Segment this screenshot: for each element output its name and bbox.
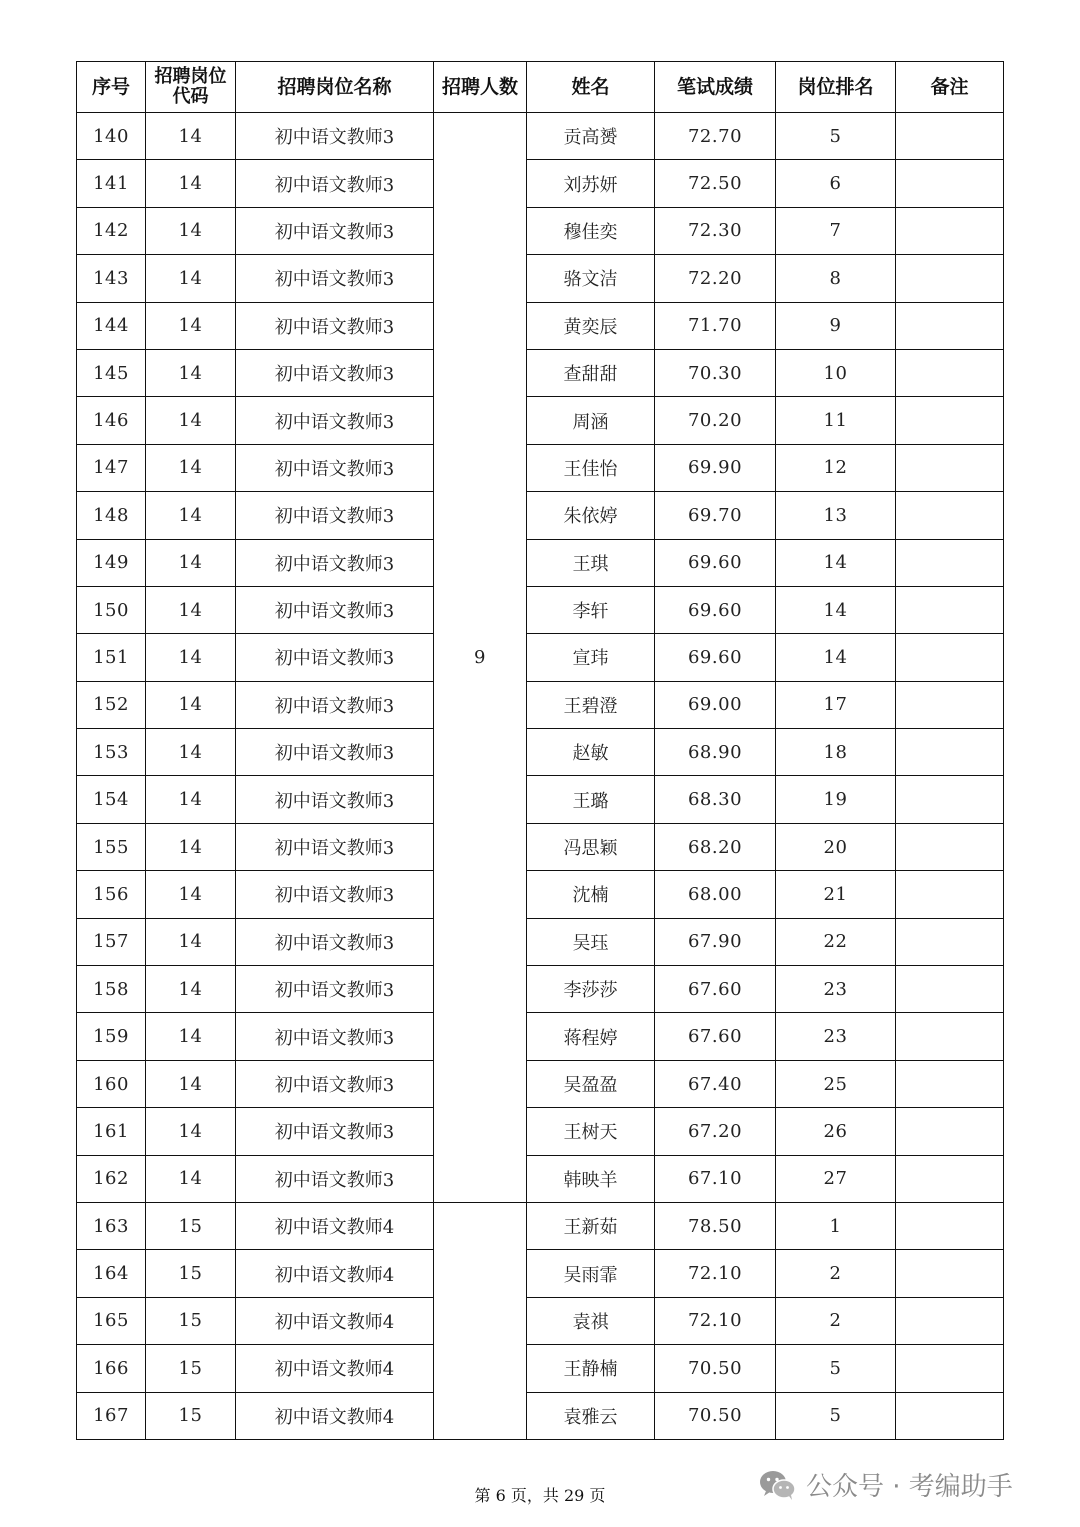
table-row <box>77 1060 1004 1107</box>
cell-name: 袁雅云 <box>527 1392 655 1439</box>
cell-rank: 14 <box>776 634 896 681</box>
cell-position-code: 14 <box>146 444 236 491</box>
watermark-text: 公众号 · 考编助手 <box>806 1472 1013 1502</box>
cell-rank: 23 <box>776 1013 896 1060</box>
cell-score: 67.10 <box>655 1155 776 1202</box>
cell-rank: 11 <box>776 397 896 444</box>
cell-seq: 163 <box>77 1202 146 1249</box>
cell-score: 69.70 <box>655 492 776 539</box>
cell-seq: 162 <box>77 1155 146 1202</box>
table-row <box>77 634 1004 681</box>
cell-position-code: 14 <box>146 586 236 633</box>
cell-remark <box>896 1250 1004 1297</box>
cell-remark <box>896 1297 1004 1344</box>
cell-score: 78.50 <box>655 1202 776 1249</box>
wechat-logo-icon <box>758 1469 798 1501</box>
cell-remark <box>896 1155 1004 1202</box>
cell-rank: 13 <box>776 492 896 539</box>
cell-name: 穆佳奕 <box>527 207 655 254</box>
table-body <box>77 113 1004 1440</box>
cell-name: 黄奕辰 <box>527 302 655 349</box>
table-row <box>77 1013 1004 1060</box>
cell-position-code: 14 <box>146 823 236 870</box>
cell-remark <box>896 255 1004 302</box>
cell-position-code: 14 <box>146 160 236 207</box>
cell-score: 67.60 <box>655 1013 776 1060</box>
cell-seq: 164 <box>77 1250 146 1297</box>
table-row <box>77 160 1004 207</box>
cell-position-code: 14 <box>146 776 236 823</box>
cell-remark <box>896 776 1004 823</box>
cell-position-name: 初中语文教师3 <box>236 302 434 349</box>
cell-name: 查甜甜 <box>527 349 655 396</box>
cell-position-code: 14 <box>146 539 236 586</box>
cell-score: 70.50 <box>655 1392 776 1439</box>
cell-position-name: 初中语文教师3 <box>236 1108 434 1155</box>
table-row <box>77 255 1004 302</box>
cell-name: 王树天 <box>527 1108 655 1155</box>
cell-score: 68.30 <box>655 776 776 823</box>
table-row <box>77 207 1004 254</box>
table-row <box>77 966 1004 1013</box>
cell-seq: 143 <box>77 255 146 302</box>
cell-score: 69.60 <box>655 586 776 633</box>
cell-position-code: 15 <box>146 1392 236 1439</box>
cell-remark <box>896 586 1004 633</box>
cell-position-code: 14 <box>146 397 236 444</box>
cell-remark <box>896 1392 1004 1439</box>
cell-score: 68.20 <box>655 823 776 870</box>
cell-score: 71.70 <box>655 302 776 349</box>
cell-name: 冯思颖 <box>527 823 655 870</box>
cell-position-name: 初中语文教师3 <box>236 255 434 302</box>
cell-remark <box>896 1345 1004 1392</box>
cell-score: 72.10 <box>655 1250 776 1297</box>
cell-seq: 150 <box>77 586 146 633</box>
cell-name: 李莎莎 <box>527 966 655 1013</box>
cell-position-name: 初中语文教师3 <box>236 1060 434 1107</box>
cell-name: 朱依婷 <box>527 492 655 539</box>
cell-rank: 10 <box>776 349 896 396</box>
table-row <box>77 681 1004 728</box>
header-quota: 招聘人数 <box>434 62 527 113</box>
cell-position-code: 14 <box>146 492 236 539</box>
cell-score: 70.20 <box>655 397 776 444</box>
cell-remark <box>896 160 1004 207</box>
cell-score: 69.90 <box>655 444 776 491</box>
cell-position-name: 初中语文教师4 <box>236 1297 434 1344</box>
cell-position-code: 14 <box>146 1155 236 1202</box>
cell-seq: 146 <box>77 397 146 444</box>
cell-position-code: 15 <box>146 1345 236 1392</box>
cell-remark <box>896 1013 1004 1060</box>
cell-position-name: 初中语文教师3 <box>236 586 434 633</box>
cell-rank: 5 <box>776 1392 896 1439</box>
cell-score: 70.50 <box>655 1345 776 1392</box>
header-position-code <box>146 62 236 113</box>
cell-position-name: 初中语文教师3 <box>236 918 434 965</box>
cell-position-name: 初中语文教师4 <box>236 1345 434 1392</box>
cell-position-code: 15 <box>146 1297 236 1344</box>
cell-rank: 14 <box>776 539 896 586</box>
table-row <box>77 1250 1004 1297</box>
cell-seq: 145 <box>77 349 146 396</box>
cell-score: 67.40 <box>655 1060 776 1107</box>
cell-seq: 144 <box>77 302 146 349</box>
cell-rank: 2 <box>776 1297 896 1344</box>
watermark <box>758 1466 1013 1503</box>
cell-name: 贡高赟 <box>527 113 655 160</box>
cell-seq: 153 <box>77 729 146 776</box>
cell-rank: 23 <box>776 966 896 1013</box>
cell-seq: 166 <box>77 1345 146 1392</box>
cell-remark <box>896 634 1004 681</box>
cell-position-code: 14 <box>146 966 236 1013</box>
cell-rank: 9 <box>776 302 896 349</box>
cell-rank: 8 <box>776 255 896 302</box>
cell-rank: 17 <box>776 681 896 728</box>
cell-position-name: 初中语文教师3 <box>236 823 434 870</box>
cell-rank: 6 <box>776 160 896 207</box>
page-number-footer: 第 6 页，共 29 页 <box>474 1486 606 1505</box>
cell-name: 赵敏 <box>527 729 655 776</box>
cell-rank: 18 <box>776 729 896 776</box>
cell-seq: 161 <box>77 1108 146 1155</box>
cell-position-code: 14 <box>146 1060 236 1107</box>
table-row <box>77 1392 1004 1439</box>
cell-name: 周涵 <box>527 397 655 444</box>
cell-seq: 165 <box>77 1297 146 1344</box>
score-table <box>76 61 1004 1440</box>
cell-quota: 9 <box>434 113 527 1203</box>
cell-seq: 140 <box>77 113 146 160</box>
cell-rank: 7 <box>776 207 896 254</box>
cell-score: 67.90 <box>655 918 776 965</box>
cell-score: 70.30 <box>655 349 776 396</box>
cell-remark <box>896 918 1004 965</box>
cell-seq: 160 <box>77 1060 146 1107</box>
cell-seq: 151 <box>77 634 146 681</box>
cell-position-name: 初中语文教师4 <box>236 1250 434 1297</box>
cell-remark <box>896 492 1004 539</box>
cell-score: 68.90 <box>655 729 776 776</box>
cell-position-code: 14 <box>146 729 236 776</box>
table-row <box>77 1202 1004 1249</box>
table-row <box>77 871 1004 918</box>
cell-position-name: 初中语文教师3 <box>236 492 434 539</box>
cell-remark <box>896 729 1004 776</box>
cell-score: 72.20 <box>655 255 776 302</box>
cell-seq: 159 <box>77 1013 146 1060</box>
cell-position-name: 初中语文教师3 <box>236 729 434 776</box>
cell-remark <box>896 349 1004 396</box>
cell-position-code: 14 <box>146 207 236 254</box>
cell-position-name: 初中语文教师4 <box>236 1202 434 1249</box>
cell-position-code: 14 <box>146 634 236 681</box>
table-row <box>77 776 1004 823</box>
cell-position-name: 初中语文教师3 <box>236 539 434 586</box>
cell-remark <box>896 207 1004 254</box>
cell-seq: 157 <box>77 918 146 965</box>
table-row <box>77 349 1004 396</box>
table-row <box>77 729 1004 776</box>
cell-name: 袁祺 <box>527 1297 655 1344</box>
cell-rank: 25 <box>776 1060 896 1107</box>
cell-name: 吴珏 <box>527 918 655 965</box>
table-row <box>77 586 1004 633</box>
cell-remark <box>896 302 1004 349</box>
cell-rank: 26 <box>776 1108 896 1155</box>
cell-rank: 19 <box>776 776 896 823</box>
cell-seq: 152 <box>77 681 146 728</box>
cell-name: 沈楠 <box>527 871 655 918</box>
cell-seq: 149 <box>77 539 146 586</box>
cell-position-code: 14 <box>146 113 236 160</box>
cell-rank: 27 <box>776 1155 896 1202</box>
cell-position-name: 初中语文教师3 <box>236 349 434 396</box>
cell-position-code: 14 <box>146 681 236 728</box>
cell-score: 67.20 <box>655 1108 776 1155</box>
cell-name: 王静楠 <box>527 1345 655 1392</box>
cell-seq: 167 <box>77 1392 146 1439</box>
table-row <box>77 444 1004 491</box>
cell-position-name: 初中语文教师3 <box>236 871 434 918</box>
table-row <box>77 1155 1004 1202</box>
cell-rank: 5 <box>776 1345 896 1392</box>
cell-remark <box>896 539 1004 586</box>
cell-position-code: 14 <box>146 255 236 302</box>
cell-score: 72.30 <box>655 207 776 254</box>
cell-name: 吴盈盈 <box>527 1060 655 1107</box>
cell-rank: 20 <box>776 823 896 870</box>
cell-position-name: 初中语文教师3 <box>236 207 434 254</box>
cell-remark <box>896 1060 1004 1107</box>
cell-position-name: 初中语文教师3 <box>236 966 434 1013</box>
header-name: 姓名 <box>527 62 655 113</box>
header-seq: 序号 <box>77 62 146 113</box>
table-row <box>77 397 1004 444</box>
table-row <box>77 302 1004 349</box>
cell-remark <box>896 966 1004 1013</box>
cell-seq: 141 <box>77 160 146 207</box>
cell-rank: 12 <box>776 444 896 491</box>
cell-seq: 147 <box>77 444 146 491</box>
header-remark: 备注 <box>896 62 1004 113</box>
cell-rank: 2 <box>776 1250 896 1297</box>
header-score: 笔试成绩 <box>655 62 776 113</box>
cell-name: 蒋程婷 <box>527 1013 655 1060</box>
header-rank: 岗位排名 <box>776 62 896 113</box>
cell-position-code: 14 <box>146 1108 236 1155</box>
cell-name: 吴雨霏 <box>527 1250 655 1297</box>
cell-name: 王新茹 <box>527 1202 655 1249</box>
cell-score: 72.70 <box>655 113 776 160</box>
cell-position-code: 14 <box>146 918 236 965</box>
cell-remark <box>896 871 1004 918</box>
cell-position-name: 初中语文教师3 <box>236 681 434 728</box>
cell-score: 69.00 <box>655 681 776 728</box>
cell-rank: 21 <box>776 871 896 918</box>
header-position-name: 招聘岗位名称 <box>236 62 434 113</box>
cell-remark <box>896 1108 1004 1155</box>
table-row <box>77 113 1004 160</box>
header-position-code-line1: 招聘岗位 <box>154 66 227 87</box>
table-row <box>77 1345 1004 1392</box>
cell-name: 韩映羊 <box>527 1155 655 1202</box>
cell-remark <box>896 823 1004 870</box>
cell-position-name: 初中语文教师3 <box>236 113 434 160</box>
cell-quota <box>434 1202 527 1439</box>
cell-name: 王佳怡 <box>527 444 655 491</box>
table-row <box>77 492 1004 539</box>
cell-name: 骆文洁 <box>527 255 655 302</box>
cell-position-code: 14 <box>146 349 236 396</box>
cell-seq: 156 <box>77 871 146 918</box>
table-row <box>77 823 1004 870</box>
cell-remark <box>896 681 1004 728</box>
cell-position-name: 初中语文教师3 <box>236 444 434 491</box>
cell-name: 李轩 <box>527 586 655 633</box>
cell-score: 69.60 <box>655 539 776 586</box>
cell-position-code: 15 <box>146 1202 236 1249</box>
cell-position-name: 初中语文教师3 <box>236 776 434 823</box>
cell-seq: 154 <box>77 776 146 823</box>
cell-position-code: 15 <box>146 1250 236 1297</box>
cell-score: 72.50 <box>655 160 776 207</box>
cell-rank: 5 <box>776 113 896 160</box>
cell-name: 王琪 <box>527 539 655 586</box>
cell-score: 72.10 <box>655 1297 776 1344</box>
table-row <box>77 539 1004 586</box>
cell-name: 宣玮 <box>527 634 655 681</box>
header-position-code-line2: 代码 <box>172 86 209 107</box>
table-header-row <box>77 62 1004 113</box>
cell-score: 67.60 <box>655 966 776 1013</box>
cell-position-code: 14 <box>146 871 236 918</box>
cell-seq: 142 <box>77 207 146 254</box>
cell-position-name: 初中语文教师3 <box>236 1155 434 1202</box>
cell-remark <box>896 397 1004 444</box>
cell-name: 刘苏妍 <box>527 160 655 207</box>
cell-name: 王璐 <box>527 776 655 823</box>
cell-score: 69.60 <box>655 634 776 681</box>
table-row <box>77 1297 1004 1344</box>
cell-position-code: 14 <box>146 1013 236 1060</box>
cell-name: 王碧澄 <box>527 681 655 728</box>
cell-seq: 148 <box>77 492 146 539</box>
cell-rank: 14 <box>776 586 896 633</box>
cell-rank: 22 <box>776 918 896 965</box>
cell-position-code: 14 <box>146 302 236 349</box>
cell-position-name: 初中语文教师3 <box>236 397 434 444</box>
table-row <box>77 1108 1004 1155</box>
table-row <box>77 918 1004 965</box>
cell-seq: 155 <box>77 823 146 870</box>
cell-rank: 1 <box>776 1202 896 1249</box>
cell-score: 68.00 <box>655 871 776 918</box>
cell-position-name: 初中语文教师3 <box>236 634 434 681</box>
cell-remark <box>896 113 1004 160</box>
cell-position-name: 初中语文教师3 <box>236 160 434 207</box>
cell-position-name: 初中语文教师4 <box>236 1392 434 1439</box>
cell-remark <box>896 444 1004 491</box>
cell-seq: 158 <box>77 966 146 1013</box>
cell-position-name: 初中语文教师3 <box>236 1013 434 1060</box>
cell-remark <box>896 1202 1004 1249</box>
